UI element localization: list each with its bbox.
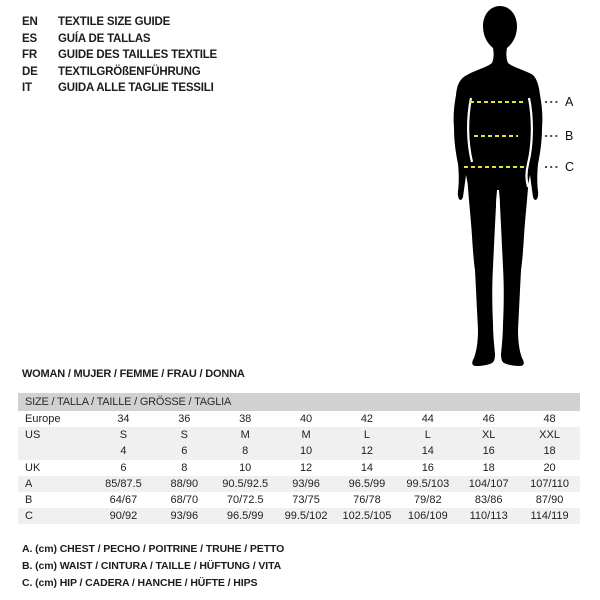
row-label: UK [25, 461, 41, 474]
size-value-cell: 79/82 [414, 494, 442, 507]
size-value-cell: 114/119 [530, 510, 569, 523]
language-row [22, 80, 217, 97]
size-value-cell: 68/70 [170, 494, 199, 507]
size-value-cell: 16 [482, 445, 495, 458]
size-value-cell: 18 [482, 461, 495, 474]
size-value-cell: 64/67 [109, 494, 138, 507]
size-value-cell: L [424, 429, 431, 442]
size-value-cell: S [180, 429, 188, 442]
size-value-cell: 87/90 [535, 494, 564, 507]
woman-silhouette-image [440, 6, 562, 368]
language-title: GUIDA ALLE TAGLIE TESSILI [58, 82, 214, 95]
size-value-cell: 48 [543, 413, 556, 426]
language-title: GUÍA DE TALLAS [58, 32, 151, 45]
size-value-cell: 44 [421, 413, 434, 426]
measurement-legend [22, 541, 284, 593]
size-value-cell: 12 [360, 445, 374, 458]
language-code: ES [22, 32, 37, 45]
size-table-header: SIZE / TALLA / TAILLE / GRÖSSE / TAGLIA [18, 393, 580, 411]
size-value-cell: 12 [299, 461, 313, 474]
size-value-cell: 10 [239, 461, 252, 474]
row-label: B [25, 494, 33, 507]
woman-silhouette [454, 6, 543, 366]
size-value-cell: 8 [242, 445, 249, 458]
table-row [18, 411, 580, 427]
language-code: IT [22, 82, 32, 95]
size-table-body [18, 411, 580, 524]
size-value-cell: 99.5/103 [406, 477, 450, 490]
size-value-cell: 14 [360, 461, 374, 474]
language-list [22, 14, 217, 97]
size-value-cell: 93/96 [292, 477, 320, 490]
size-value-cell: 8 [181, 461, 188, 474]
gender-section-title: WOMAN / MUJER / FEMME / FRAU / DONNA [22, 368, 245, 380]
legend-waist: B. (cm) WAIST / CINTURA / TAILLE / HÜFTUNG / VITA [22, 560, 282, 573]
size-value-cell: 104/107 [468, 477, 509, 490]
row-label: US [25, 429, 41, 442]
size-value-cell: 40 [299, 413, 313, 426]
language-code: DE [22, 65, 38, 78]
size-value-cell: 85/87.5 [105, 477, 142, 490]
size-value-cell: 18 [543, 445, 556, 458]
table-row [18, 427, 580, 443]
size-table [18, 393, 580, 524]
language-title: TEXTILE SIZE GUIDE [58, 16, 171, 28]
language-row [22, 14, 217, 31]
table-row [18, 476, 580, 492]
size-value-cell: 36 [178, 413, 191, 426]
size-value-cell: 76/78 [353, 494, 381, 507]
size-value-cell: 83/86 [474, 494, 503, 507]
size-value-cell: S [119, 429, 128, 442]
size-value-cell: M [301, 429, 311, 442]
size-value-cell: 6 [120, 461, 127, 474]
language-code: FR [22, 49, 37, 62]
chest-label: A [565, 95, 574, 109]
size-value-cell: 38 [239, 413, 252, 426]
waist-label: B [565, 129, 574, 143]
row-label: Europe [25, 413, 61, 426]
size-value-cell: 90.5/92.5 [222, 477, 269, 490]
size-value-cell: XL [481, 429, 496, 442]
size-value-cell: 10 [299, 445, 313, 458]
size-value-cell: 88/90 [170, 477, 199, 490]
size-value-cell: 34 [117, 413, 130, 426]
table-row [18, 508, 580, 524]
size-value-cell: 96.5/99 [348, 477, 386, 490]
legend-hip: C. (cm) HIP / CADERA / HANCHE / HÜFTE / HIPS [22, 577, 258, 590]
table-row [18, 460, 580, 476]
size-value-cell: 20 [543, 461, 556, 474]
language-title: TEXTILGRÖßENFÜHRUNG [58, 65, 201, 78]
size-value-cell: L [363, 429, 370, 442]
size-value-cell: 99.5/102 [284, 510, 328, 523]
size-value-cell: 70/72.5 [226, 494, 264, 507]
language-code: EN [22, 16, 38, 28]
language-row [22, 47, 217, 64]
size-value-cell: 107/110 [530, 477, 570, 490]
size-value-cell: 73/75 [292, 494, 320, 507]
size-value-cell: 90/92 [109, 510, 138, 523]
table-row [18, 443, 580, 459]
size-value-cell: 110/113 [469, 510, 508, 523]
size-value-cell: XXL [539, 429, 560, 442]
row-label: A [25, 477, 33, 490]
table-row [18, 492, 580, 508]
size-value-cell: 4 [120, 445, 127, 458]
row-label: C [25, 510, 33, 523]
size-value-cell: 14 [421, 445, 434, 458]
size-value-cell: 96.5/99 [226, 510, 264, 523]
size-value-cell: 93/96 [170, 510, 199, 523]
language-row [22, 31, 217, 48]
size-value-cell: 106/109 [407, 510, 448, 523]
language-row [22, 64, 217, 81]
size-value-cell: 6 [181, 445, 188, 458]
size-value-cell: 102.5/105 [342, 510, 392, 523]
size-value-cell: M [240, 429, 250, 442]
hip-label: C [565, 160, 575, 174]
size-value-cell: 42 [360, 413, 374, 426]
language-title: GUIDE DES TAILLES TEXTILE [58, 49, 217, 62]
size-value-cell: 46 [482, 413, 495, 426]
size-value-cell: 16 [421, 461, 434, 474]
legend-chest: A. (cm) CHEST / PECHO / POITRINE / TRUHE / PETTO [22, 543, 285, 555]
